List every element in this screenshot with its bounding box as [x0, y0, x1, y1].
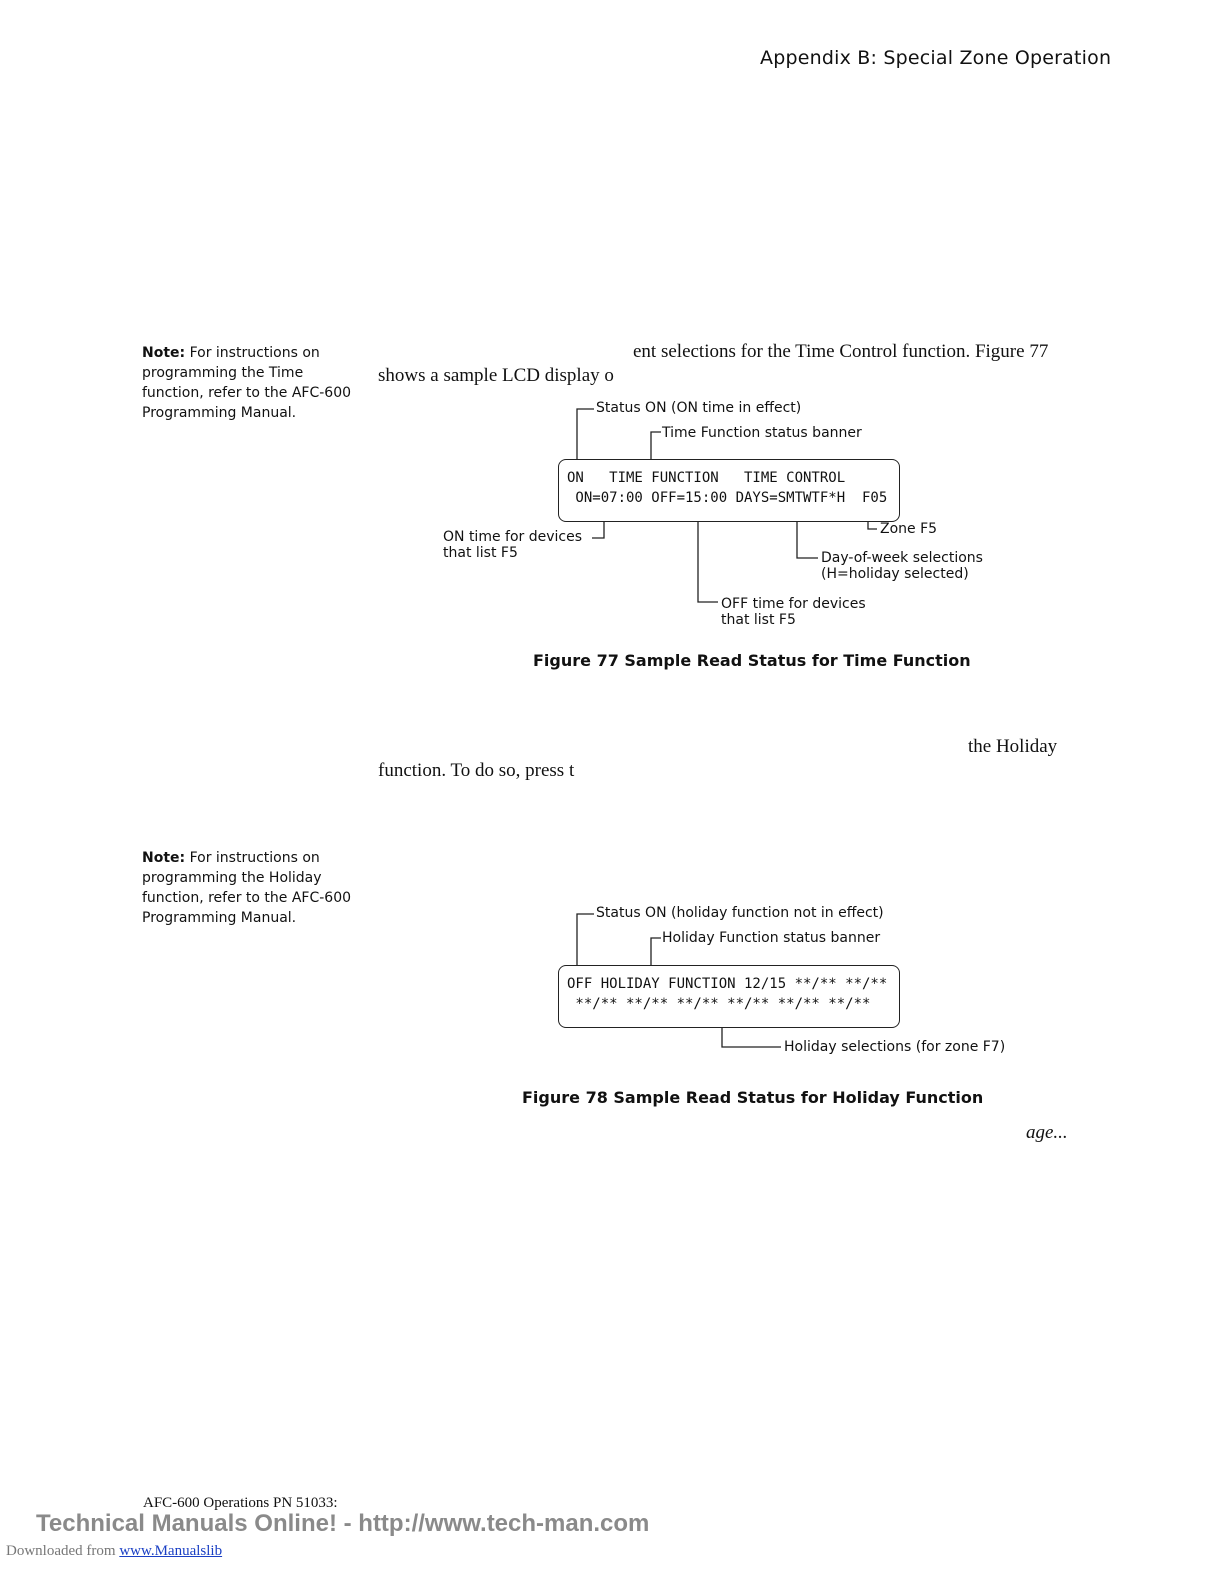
lcd-line-2: ON=07:00 OFF=15:00 DAYS=SMTWTF*H F05 [567, 490, 888, 506]
watermark-text: Technical Manuals Online! - http://www.tech-man.com [36, 1510, 650, 1537]
paragraph-line: the Holiday [968, 736, 1058, 757]
lcd-line-1: ON TIME FUNCTION TIME CONTROL [567, 470, 846, 486]
page-header: Appendix B: Special Zone Operation [760, 47, 1112, 69]
annotation-line: ON time for devices [443, 529, 583, 545]
manualslib-link[interactable]: www.Manualslib [119, 1543, 223, 1559]
annotation-status: Status ON (ON time in effect) [596, 400, 802, 416]
paragraph-line: function. To do so, press t [378, 760, 575, 781]
annotation-zone: Zone F5 [880, 521, 938, 537]
downloaded-label: Downloaded from [6, 1543, 116, 1559]
figure-caption: Figure 77 Sample Read Status for Time Function [533, 651, 971, 670]
note-label: Note: [142, 345, 186, 361]
annotation-line: Day-of-week selections [821, 550, 983, 566]
annotation-line: that list F5 [443, 545, 518, 561]
annotation-on-time [443, 529, 582, 561]
footer-doc-id: AFC-600 Operations PN 51033: [143, 1495, 338, 1511]
lcd-display-time [558, 459, 900, 522]
annotation-line: OFF time for devices [721, 596, 866, 612]
note-label: Note: [142, 850, 186, 866]
annotation-days [821, 550, 983, 582]
figure-caption: Figure 78 Sample Read Status for Holiday Function [522, 1088, 984, 1107]
lcd-display-holiday [558, 965, 900, 1028]
annotation-banner: Holiday Function status banner [662, 930, 881, 946]
annotation-line: (H=holiday selected) [821, 566, 969, 582]
lcd-line-1: OFF HOLIDAY FUNCTION 12/15 **/** **/** [567, 976, 888, 992]
continued-text: age... [1026, 1122, 1068, 1143]
downloaded-from [6, 1543, 222, 1560]
annotation-banner: Time Function status banner [662, 425, 862, 441]
annotation-line: that list F5 [721, 612, 796, 628]
paragraph-line: shows a sample LCD display o [378, 365, 614, 386]
paragraph-line: ent selections for the Time Control function. Figure 77 [633, 341, 1049, 362]
lcd-line-2: **/** **/** **/** **/** **/** **/** [567, 996, 871, 1012]
annotation-holiday-selections: Holiday selections (for zone F7) [784, 1039, 1006, 1055]
annotation-status: Status ON (holiday function not in effect) [596, 905, 884, 921]
annotation-off-time [721, 596, 866, 628]
note-text: For instructions on programming the Holiday function, refer to the AFC-600 Programming Manual. [142, 850, 352, 926]
note-text: For instructions on programming the Time function, refer to the AFC-600 Programming Manual. [142, 345, 352, 421]
sidebar-note-holiday [142, 848, 357, 928]
